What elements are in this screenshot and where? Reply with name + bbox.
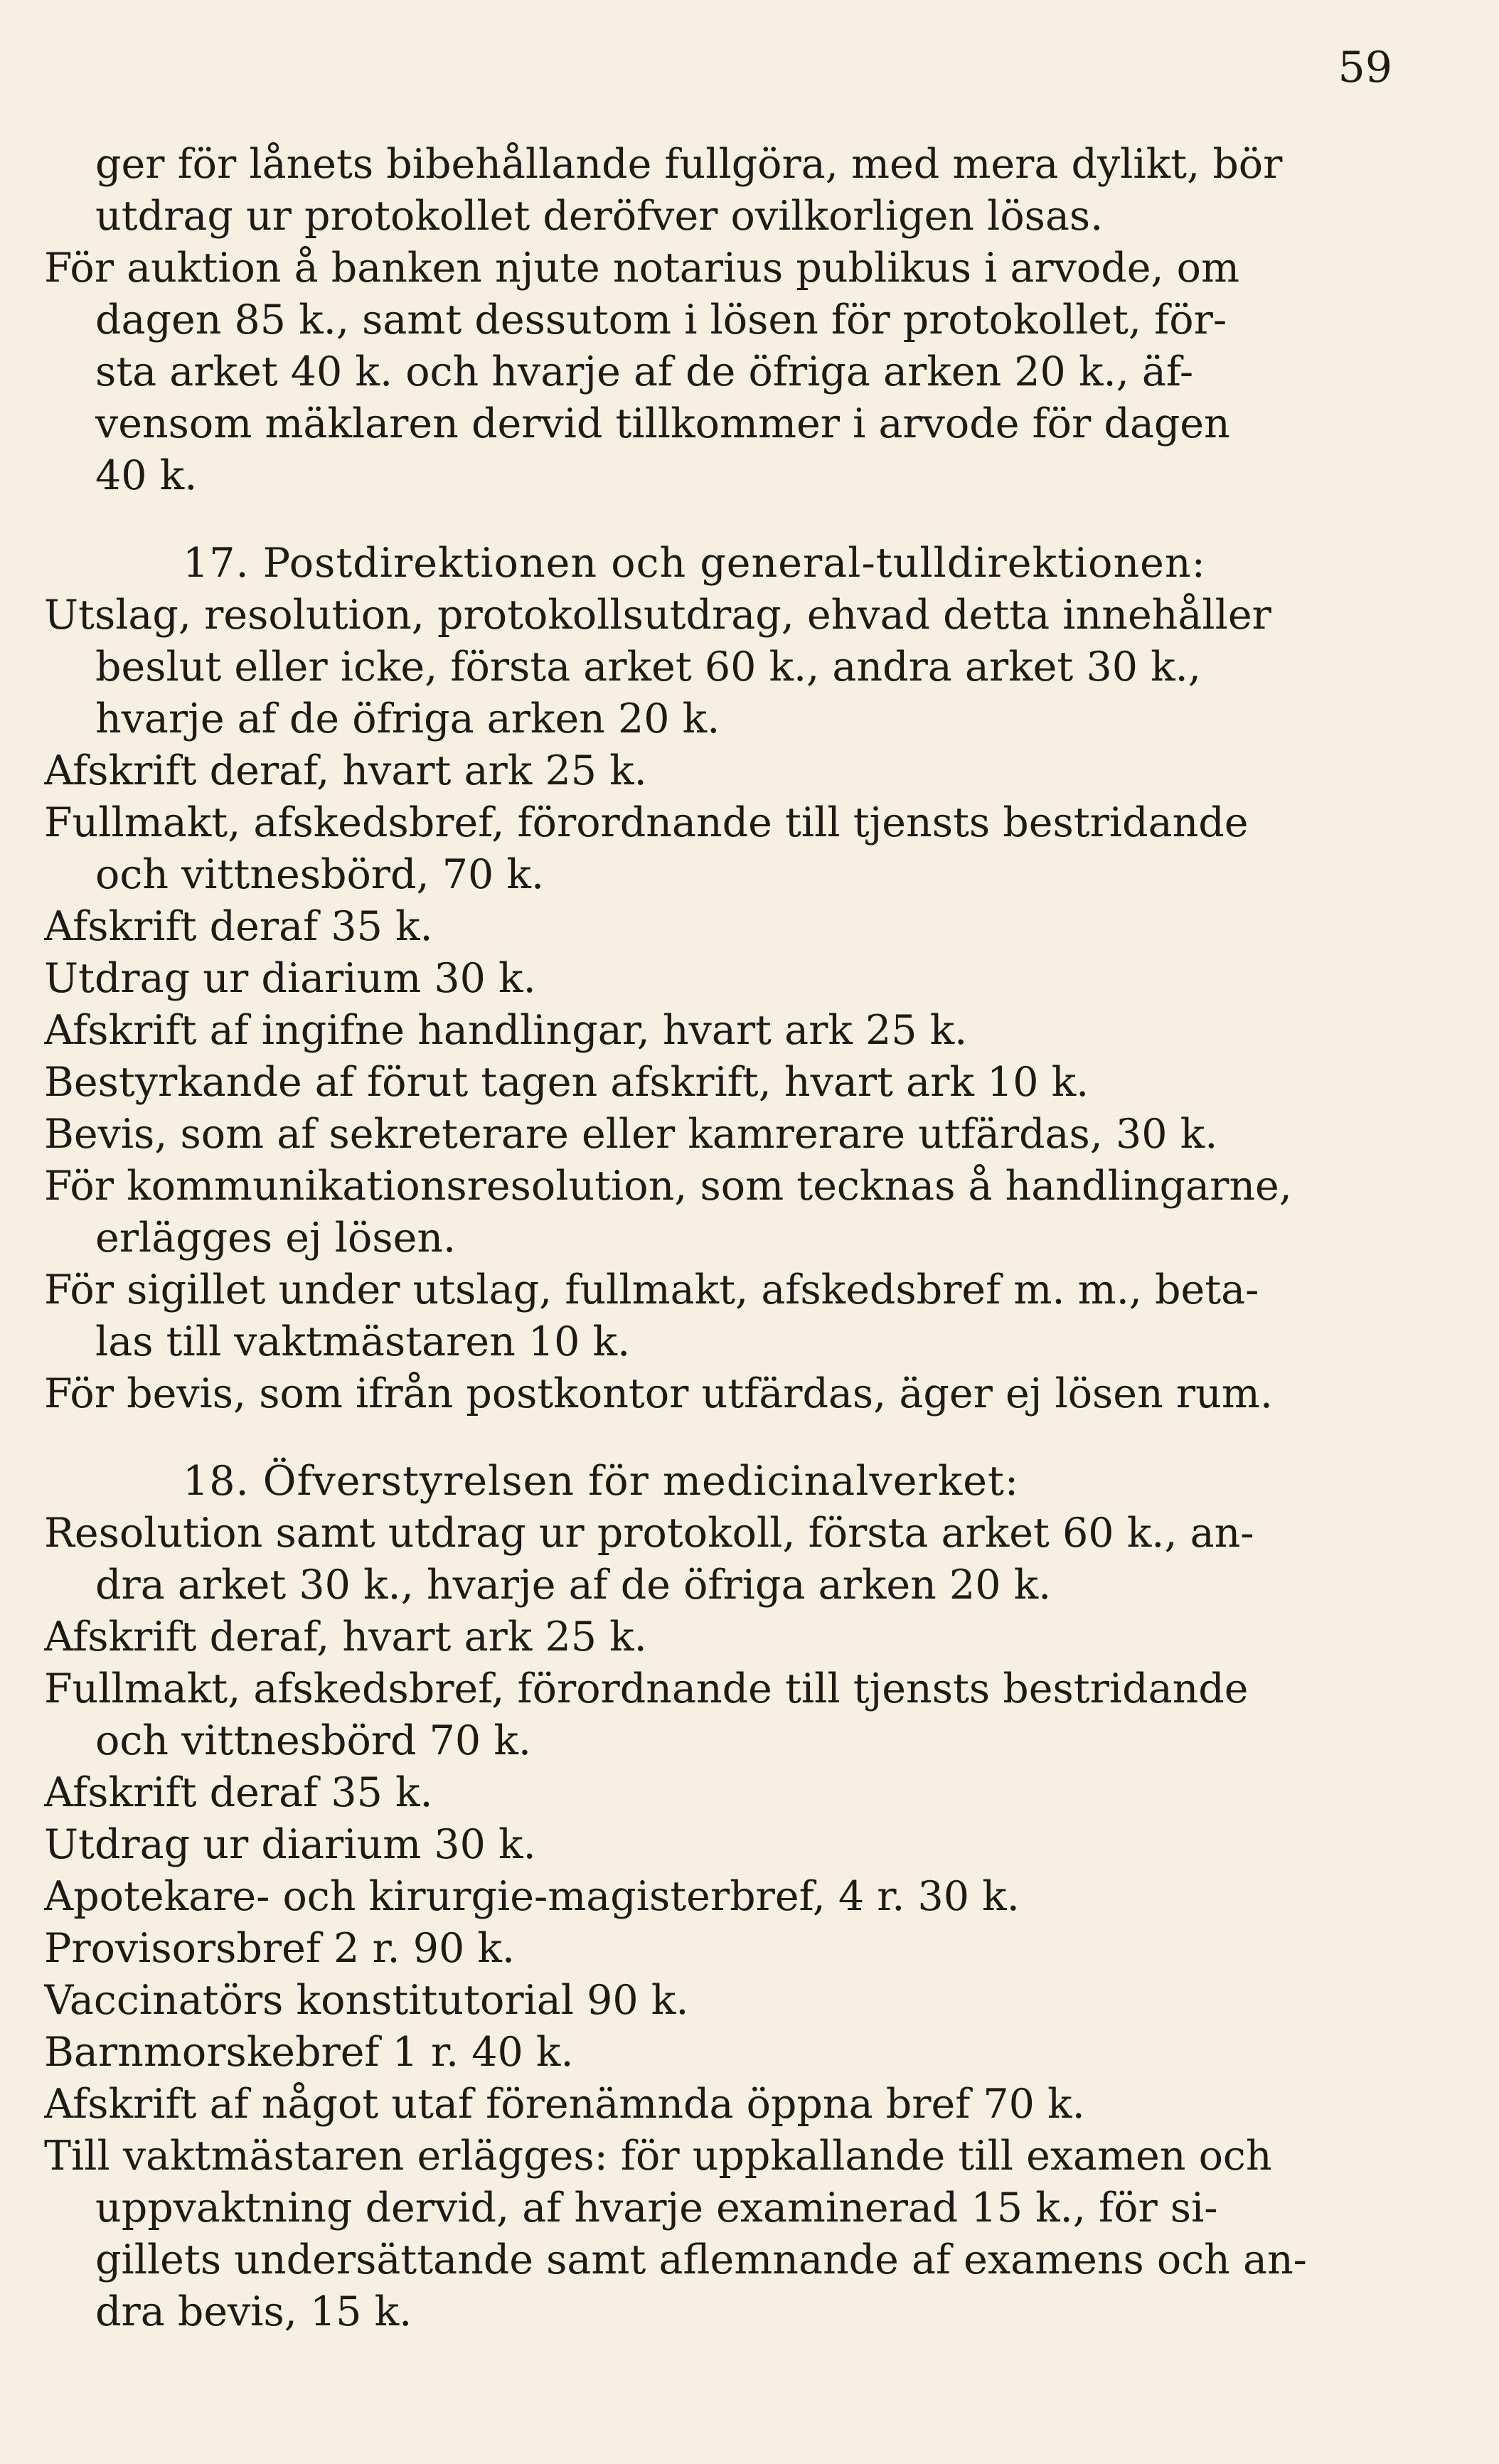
text-line: Apotekare- och kirurgie-magisterbref, 4 r. 30 k. <box>44 1873 1020 1920</box>
text-line: dra bevis, 15 k. <box>95 2288 412 2335</box>
text-line: Afskrift deraf, hvart ark 25 k. <box>44 1614 647 1660</box>
text-line: ger för lånets bibehållande fullgöra, med mera dylikt, bör <box>95 141 1283 188</box>
text-line: Resolution samt utdrag ur protokoll, första arket 60 k., an- <box>44 1510 1254 1557</box>
text-line: Provisorsbref 2 r. 90 k. <box>44 1925 516 1972</box>
text-line: Afskrift af ingifne handlingar, hvart ark 25 k. <box>44 1007 968 1054</box>
text-line: vensom mäklaren dervid tillkommer i arvode för dagen <box>95 400 1230 447</box>
text-line: Bestyrkande af förut tagen afskrift, hvart ark 10 k. <box>44 1059 1089 1106</box>
text-line: hvarje af de öfriga arken 20 k. <box>95 695 720 742</box>
text-line: dra arket 30 k., hvarje af de öfriga arken 20 k. <box>95 1562 1052 1609</box>
text-line: Vaccinatörs konstitutorial 90 k. <box>44 1977 689 2024</box>
text-line: Utdrag ur diarium 30 k. <box>44 1821 536 1868</box>
text-line: beslut eller icke, första arket 60 k., andra arket 30 k., <box>95 644 1201 690</box>
page-number: 59 <box>1338 43 1392 92</box>
text-line: Fullmakt, afskedsbref, förordnande till tjensts bestridande <box>44 799 1249 846</box>
text-line: Fullmakt, afskedsbref, förordnande till tjensts bestridande <box>44 1665 1249 1712</box>
text-line: och vittnesbörd, 70 k. <box>95 851 545 898</box>
text-line: las till vaktmästaren 10 k. <box>95 1318 631 1365</box>
section-17-body <box>44 590 1445 1420</box>
text-line: Afskrift af något utaf förenämnda öppna bref 70 k. <box>44 2081 1085 2128</box>
intro-paragraph <box>44 139 1445 502</box>
spacer <box>44 1420 1445 1456</box>
text-line: För auktion å banken njute notarius publikus i arvode, om <box>44 245 1240 292</box>
text-line: Bevis, som af sekreterare eller kamrerare utfärdas, 30 k. <box>44 1111 1218 1158</box>
text-line: Till vaktmästaren erlägges: för uppkallande till examen och <box>44 2133 1272 2180</box>
text-line: erlägges ej lösen. <box>95 1215 457 1262</box>
text-line: Barnmorskebref 1 r. 40 k. <box>44 2029 574 2076</box>
text-line: Afskrift deraf 35 k. <box>44 1769 433 1816</box>
text-line: För sigillet under utslag, fullmakt, afskedsbref m. m., beta- <box>44 1266 1259 1313</box>
text-line: För bevis, som ifrån postkontor utfärdas, äger ej lösen rum. <box>44 1370 1273 1417</box>
section-17-heading: 17. Postdirektionen och general-tulldirektionen: <box>183 540 1206 587</box>
section-18-heading: 18. Öfverstyrelsen för medicinalverket: <box>183 1458 1020 1505</box>
spacer <box>44 502 1445 538</box>
text-line: För kommunikationsresolution, som tecknas å handlingarne, <box>44 1163 1292 1210</box>
text-line: sta arket 40 k. och hvarje af de öfriga arken 20 k., äf- <box>95 348 1194 395</box>
text-line: Afskrift deraf, hvart ark 25 k. <box>44 747 647 794</box>
text-line: Afskrift deraf 35 k. <box>44 903 433 950</box>
text-line: och vittnesbörd 70 k. <box>95 1717 531 1764</box>
text-line: uppvaktning dervid, af hvarje examinerad 15 k., för si- <box>95 2185 1218 2231</box>
page-text <box>44 139 1445 2338</box>
section-18-body <box>44 1508 1445 2338</box>
text-line: dagen 85 k., samt dessutom i lösen för protokollet, för- <box>95 297 1227 343</box>
text-line: 40 k. <box>95 452 198 499</box>
text-line: gillets undersättande samt aflemnande af examens och an- <box>95 2236 1307 2283</box>
text-line: Utdrag ur diarium 30 k. <box>44 955 536 1002</box>
text-line: Utslag, resolution, protokollsutdrag, ehvad detta innehåller <box>44 592 1271 639</box>
text-line: utdrag ur protokollet deröfver ovilkorligen lösas. <box>95 193 1104 240</box>
